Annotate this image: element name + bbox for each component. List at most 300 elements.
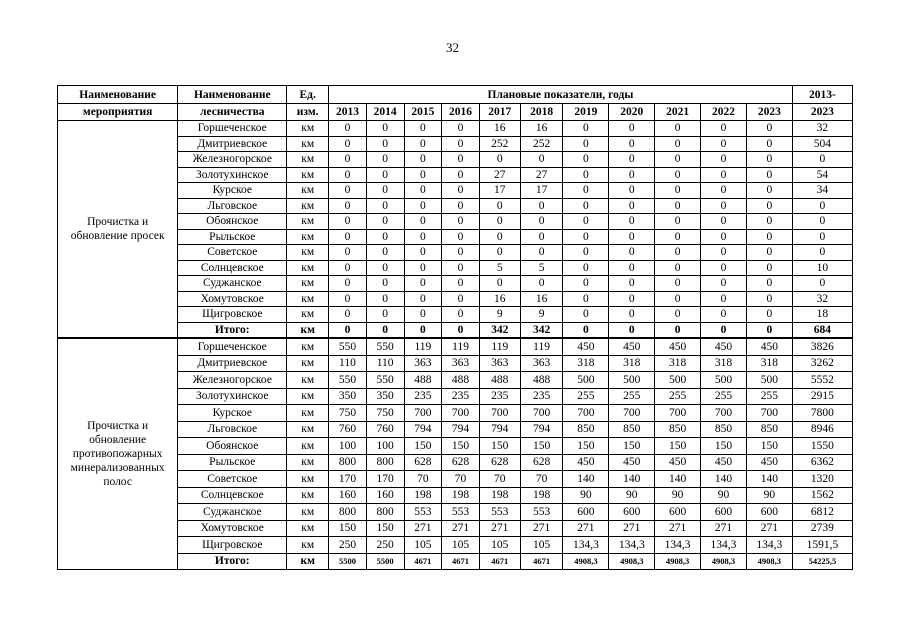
value-cell: 0 <box>442 291 480 307</box>
value-cell: 0 <box>746 198 792 214</box>
value-cell: 252 <box>479 136 520 152</box>
value-cell: 0 <box>329 291 367 307</box>
value-cell: 105 <box>404 537 442 554</box>
value-cell: 450 <box>701 338 747 355</box>
header-year: 2020 <box>609 104 655 121</box>
unit-cell: км <box>287 245 329 261</box>
header-unit-2: изм. <box>287 104 329 121</box>
forestry-name: Золотухинское <box>178 388 287 405</box>
value-cell: 700 <box>609 405 655 422</box>
value-cell: 90 <box>563 487 609 504</box>
header-year: 2016 <box>442 104 480 121</box>
value-cell: 0 <box>366 245 404 261</box>
value-cell: 0 <box>442 276 480 292</box>
header-year: 2013 <box>329 104 367 121</box>
value-cell: 0 <box>609 167 655 183</box>
value-cell: 0 <box>701 260 747 276</box>
header-row-1 <box>58 86 853 104</box>
value-cell: 363 <box>404 355 442 372</box>
row-total-cell: 3826 <box>792 338 852 355</box>
value-cell: 0 <box>655 136 701 152</box>
value-cell: 0 <box>329 152 367 168</box>
value-cell: 4671 <box>442 553 480 570</box>
value-cell: 600 <box>701 504 747 521</box>
value-cell: 140 <box>609 471 655 488</box>
value-cell: 0 <box>329 276 367 292</box>
value-cell: 5 <box>479 260 520 276</box>
value-cell: 250 <box>329 537 367 554</box>
unit-cell: км <box>287 388 329 405</box>
value-cell: 140 <box>701 471 747 488</box>
value-cell: 0 <box>442 152 480 168</box>
value-cell: 140 <box>563 471 609 488</box>
value-cell: 150 <box>609 438 655 455</box>
value-cell: 0 <box>746 307 792 323</box>
value-cell: 794 <box>479 421 520 438</box>
value-cell: 16 <box>479 121 520 137</box>
value-cell: 318 <box>746 355 792 372</box>
row-total-cell: 54225,5 <box>792 553 852 570</box>
value-cell: 100 <box>329 438 367 455</box>
header-year: 2021 <box>655 104 701 121</box>
value-cell: 170 <box>366 471 404 488</box>
unit-cell: км <box>287 229 329 245</box>
value-cell: 0 <box>701 152 747 168</box>
value-cell: 0 <box>520 214 563 230</box>
value-cell: 450 <box>609 338 655 355</box>
forestry-name: Щигровское <box>178 537 287 554</box>
unit-cell: км <box>287 537 329 554</box>
value-cell: 550 <box>329 338 367 355</box>
value-cell: 0 <box>563 322 609 338</box>
value-cell: 550 <box>329 372 367 389</box>
table-row <box>58 338 853 355</box>
value-cell: 0 <box>366 167 404 183</box>
value-cell: 0 <box>329 260 367 276</box>
value-cell: 5500 <box>366 553 404 570</box>
value-cell: 0 <box>479 276 520 292</box>
row-total-cell: 1550 <box>792 438 852 455</box>
value-cell: 150 <box>520 438 563 455</box>
forestry-name: Курское <box>178 405 287 422</box>
header-year: 2019 <box>563 104 609 121</box>
value-cell: 750 <box>329 405 367 422</box>
value-cell: 255 <box>563 388 609 405</box>
value-cell: 628 <box>442 454 480 471</box>
value-cell: 488 <box>404 372 442 389</box>
unit-cell: км <box>287 372 329 389</box>
unit-cell: км <box>287 214 329 230</box>
unit-cell: км <box>287 307 329 323</box>
value-cell: 0 <box>701 307 747 323</box>
activity-name: Прочистка и обновление просек <box>58 121 178 339</box>
value-cell: 0 <box>746 260 792 276</box>
value-cell: 4908,3 <box>701 553 747 570</box>
value-cell: 255 <box>655 388 701 405</box>
value-cell: 342 <box>479 322 520 338</box>
value-cell: 363 <box>520 355 563 372</box>
value-cell: 0 <box>442 136 480 152</box>
value-cell: 450 <box>563 454 609 471</box>
value-cell: 553 <box>442 504 480 521</box>
value-cell: 450 <box>746 454 792 471</box>
value-cell: 0 <box>746 183 792 199</box>
value-cell: 271 <box>655 520 701 537</box>
value-cell: 255 <box>701 388 747 405</box>
activity-name: Прочистка и обновление противопожарных минерализованных полос <box>58 338 178 570</box>
value-cell: 553 <box>520 504 563 521</box>
row-total-cell: 7800 <box>792 405 852 422</box>
value-cell: 0 <box>479 229 520 245</box>
header-total-years: 2013- <box>792 86 852 104</box>
value-cell: 0 <box>404 167 442 183</box>
row-total-cell: 32 <box>792 291 852 307</box>
value-cell: 0 <box>655 198 701 214</box>
value-cell: 17 <box>479 183 520 199</box>
value-cell: 794 <box>404 421 442 438</box>
row-total-cell: 6362 <box>792 454 852 471</box>
unit-cell: км <box>287 421 329 438</box>
value-cell: 255 <box>609 388 655 405</box>
value-cell: 134,3 <box>701 537 747 554</box>
value-cell: 150 <box>655 438 701 455</box>
value-cell: 0 <box>655 121 701 137</box>
forestry-name: Суджанское <box>178 504 287 521</box>
forestry-name: Железногорское <box>178 152 287 168</box>
value-cell: 700 <box>479 405 520 422</box>
forestry-name: Рыльское <box>178 229 287 245</box>
value-cell: 0 <box>563 307 609 323</box>
table-row <box>58 121 853 137</box>
forestry-name: Щигровское <box>178 307 287 323</box>
value-cell: 850 <box>563 421 609 438</box>
value-cell: 0 <box>701 198 747 214</box>
value-cell: 0 <box>404 152 442 168</box>
value-cell: 450 <box>746 338 792 355</box>
value-cell: 119 <box>442 338 480 355</box>
row-total-cell: 54 <box>792 167 852 183</box>
value-cell: 500 <box>655 372 701 389</box>
value-cell: 0 <box>366 121 404 137</box>
value-cell: 119 <box>479 338 520 355</box>
value-cell: 0 <box>404 229 442 245</box>
forestry-name: Обоянское <box>178 438 287 455</box>
value-cell: 90 <box>609 487 655 504</box>
unit-cell: км <box>287 152 329 168</box>
value-cell: 70 <box>404 471 442 488</box>
value-cell: 450 <box>701 454 747 471</box>
value-cell: 0 <box>366 136 404 152</box>
unit-cell: км <box>287 291 329 307</box>
value-cell: 90 <box>701 487 747 504</box>
header-year: 2022 <box>701 104 747 121</box>
value-cell: 0 <box>404 307 442 323</box>
header-year: 2015 <box>404 104 442 121</box>
forestry-name: Золотухинское <box>178 167 287 183</box>
value-cell: 0 <box>442 322 480 338</box>
value-cell: 271 <box>479 520 520 537</box>
value-cell: 0 <box>479 214 520 230</box>
value-cell: 700 <box>655 405 701 422</box>
value-cell: 0 <box>329 183 367 199</box>
value-cell: 0 <box>442 229 480 245</box>
value-cell: 271 <box>442 520 480 537</box>
value-cell: 110 <box>329 355 367 372</box>
value-cell: 600 <box>655 504 701 521</box>
row-total-cell: 34 <box>792 183 852 199</box>
value-cell: 150 <box>442 438 480 455</box>
value-cell: 794 <box>442 421 480 438</box>
value-cell: 0 <box>609 322 655 338</box>
row-total-cell: 0 <box>792 276 852 292</box>
value-cell: 0 <box>520 245 563 261</box>
value-cell: 70 <box>479 471 520 488</box>
value-cell: 250 <box>366 537 404 554</box>
value-cell: 500 <box>563 372 609 389</box>
value-cell: 0 <box>655 245 701 261</box>
value-cell: 628 <box>404 454 442 471</box>
value-cell: 0 <box>329 214 367 230</box>
value-cell: 0 <box>701 136 747 152</box>
value-cell: 271 <box>746 520 792 537</box>
value-cell: 0 <box>404 260 442 276</box>
value-cell: 0 <box>366 307 404 323</box>
page-number: 32 <box>446 40 459 55</box>
value-cell: 160 <box>329 487 367 504</box>
value-cell: 800 <box>366 454 404 471</box>
value-cell: 140 <box>746 471 792 488</box>
value-cell: 0 <box>563 291 609 307</box>
value-cell: 318 <box>701 355 747 372</box>
value-cell: 90 <box>746 487 792 504</box>
value-cell: 850 <box>609 421 655 438</box>
value-cell: 488 <box>442 372 480 389</box>
value-cell: 350 <box>329 388 367 405</box>
header-total-years-2: 2023 <box>792 104 852 121</box>
value-cell: 170 <box>329 471 367 488</box>
row-total-cell: 0 <box>792 198 852 214</box>
value-cell: 0 <box>563 152 609 168</box>
value-cell: 0 <box>520 229 563 245</box>
unit-cell: км <box>287 338 329 355</box>
value-cell: 0 <box>366 322 404 338</box>
value-cell: 0 <box>563 198 609 214</box>
value-cell: 134,3 <box>609 537 655 554</box>
value-cell: 90 <box>655 487 701 504</box>
unit-cell: км <box>287 438 329 455</box>
unit-cell: км <box>287 183 329 199</box>
value-cell: 0 <box>404 245 442 261</box>
value-cell: 700 <box>563 405 609 422</box>
value-cell: 27 <box>520 167 563 183</box>
value-cell: 0 <box>701 167 747 183</box>
value-cell: 255 <box>746 388 792 405</box>
value-cell: 0 <box>746 322 792 338</box>
value-cell: 0 <box>404 276 442 292</box>
total-label: Итого: <box>178 322 287 338</box>
value-cell: 0 <box>746 121 792 137</box>
header-activity: Наименование <box>58 86 178 104</box>
value-cell: 0 <box>609 121 655 137</box>
value-cell: 27 <box>479 167 520 183</box>
value-cell: 271 <box>701 520 747 537</box>
value-cell: 0 <box>366 183 404 199</box>
value-cell: 0 <box>520 198 563 214</box>
row-total-cell: 1562 <box>792 487 852 504</box>
value-cell: 0 <box>404 322 442 338</box>
value-cell: 0 <box>442 167 480 183</box>
value-cell: 318 <box>655 355 701 372</box>
value-cell: 628 <box>479 454 520 471</box>
value-cell: 4908,3 <box>609 553 655 570</box>
value-cell: 0 <box>701 276 747 292</box>
value-cell: 488 <box>520 372 563 389</box>
value-cell: 100 <box>366 438 404 455</box>
row-total-cell: 0 <box>792 229 852 245</box>
value-cell: 0 <box>746 136 792 152</box>
value-cell: 252 <box>520 136 563 152</box>
value-cell: 0 <box>329 121 367 137</box>
value-cell: 0 <box>329 229 367 245</box>
value-cell: 0 <box>366 198 404 214</box>
forestry-name: Суджанское <box>178 276 287 292</box>
value-cell: 105 <box>479 537 520 554</box>
unit-cell: км <box>287 355 329 372</box>
value-cell: 0 <box>563 121 609 137</box>
value-cell: 0 <box>609 152 655 168</box>
forestry-name: Хомутовское <box>178 291 287 307</box>
unit-cell: км <box>287 520 329 537</box>
value-cell: 150 <box>746 438 792 455</box>
value-cell: 800 <box>329 504 367 521</box>
value-cell: 0 <box>701 229 747 245</box>
value-cell: 0 <box>479 245 520 261</box>
value-cell: 600 <box>746 504 792 521</box>
unit-cell: км <box>287 198 329 214</box>
unit-cell: км <box>287 260 329 276</box>
value-cell: 0 <box>563 276 609 292</box>
header-year: 2018 <box>520 104 563 121</box>
forestry-name: Обоянское <box>178 214 287 230</box>
unit-cell: км <box>287 136 329 152</box>
row-total-cell: 2739 <box>792 520 852 537</box>
value-cell: 700 <box>701 405 747 422</box>
value-cell: 0 <box>701 183 747 199</box>
forestry-name: Дмитриевское <box>178 136 287 152</box>
row-total-cell: 684 <box>792 322 852 338</box>
value-cell: 363 <box>479 355 520 372</box>
value-cell: 0 <box>442 245 480 261</box>
value-cell: 0 <box>329 136 367 152</box>
value-cell: 0 <box>655 291 701 307</box>
unit-cell: км <box>287 471 329 488</box>
unit-cell: км <box>287 553 329 570</box>
value-cell: 0 <box>366 276 404 292</box>
value-cell: 500 <box>609 372 655 389</box>
header-year: 2023 <box>746 104 792 121</box>
value-cell: 0 <box>563 167 609 183</box>
value-cell: 105 <box>520 537 563 554</box>
value-cell: 134,3 <box>746 537 792 554</box>
header-year: 2014 <box>366 104 404 121</box>
forestry-name: Советское <box>178 471 287 488</box>
row-total-cell: 6812 <box>792 504 852 521</box>
header-row-2 <box>58 104 853 121</box>
value-cell: 119 <box>404 338 442 355</box>
value-cell: 0 <box>329 245 367 261</box>
value-cell: 0 <box>520 152 563 168</box>
value-cell: 318 <box>609 355 655 372</box>
value-cell: 0 <box>609 245 655 261</box>
value-cell: 150 <box>563 438 609 455</box>
value-cell: 0 <box>609 229 655 245</box>
value-cell: 0 <box>442 183 480 199</box>
value-cell: 235 <box>520 388 563 405</box>
value-cell: 488 <box>479 372 520 389</box>
value-cell: 150 <box>366 520 404 537</box>
value-cell: 628 <box>520 454 563 471</box>
value-cell: 500 <box>746 372 792 389</box>
value-cell: 0 <box>563 183 609 199</box>
header-unit: Ед. <box>287 86 329 104</box>
value-cell: 271 <box>520 520 563 537</box>
row-total-cell: 5552 <box>792 372 852 389</box>
value-cell: 9 <box>479 307 520 323</box>
value-cell: 134,3 <box>655 537 701 554</box>
value-cell: 0 <box>746 276 792 292</box>
unit-cell: км <box>287 322 329 338</box>
value-cell: 0 <box>404 121 442 137</box>
header-activity-2: мероприятия <box>58 104 178 121</box>
value-cell: 235 <box>479 388 520 405</box>
header-forestry-2: лесничества <box>178 104 287 121</box>
value-cell: 0 <box>563 214 609 230</box>
value-cell: 16 <box>520 291 563 307</box>
value-cell: 0 <box>655 183 701 199</box>
value-cell: 119 <box>520 338 563 355</box>
value-cell: 342 <box>520 322 563 338</box>
value-cell: 150 <box>329 520 367 537</box>
value-cell: 0 <box>366 260 404 276</box>
value-cell: 318 <box>563 355 609 372</box>
value-cell: 0 <box>655 260 701 276</box>
row-total-cell: 32 <box>792 121 852 137</box>
value-cell: 600 <box>609 504 655 521</box>
forestry-name: Горшеченское <box>178 338 287 355</box>
forestry-name: Дмитриевское <box>178 355 287 372</box>
value-cell: 0 <box>329 167 367 183</box>
value-cell: 198 <box>520 487 563 504</box>
planned-indicators-table <box>57 85 853 570</box>
forestry-name: Льговское <box>178 421 287 438</box>
forestry-name: Железногорское <box>178 372 287 389</box>
value-cell: 800 <box>329 454 367 471</box>
value-cell: 0 <box>609 136 655 152</box>
value-cell: 450 <box>655 454 701 471</box>
value-cell: 0 <box>701 214 747 230</box>
value-cell: 0 <box>442 121 480 137</box>
unit-cell: км <box>287 405 329 422</box>
value-cell: 794 <box>520 421 563 438</box>
row-total-cell: 1591,5 <box>792 537 852 554</box>
value-cell: 0 <box>609 291 655 307</box>
value-cell: 0 <box>655 152 701 168</box>
forestry-name: Солнцевское <box>178 260 287 276</box>
value-cell: 800 <box>366 504 404 521</box>
value-cell: 0 <box>563 136 609 152</box>
value-cell: 0 <box>609 183 655 199</box>
unit-cell: км <box>287 487 329 504</box>
